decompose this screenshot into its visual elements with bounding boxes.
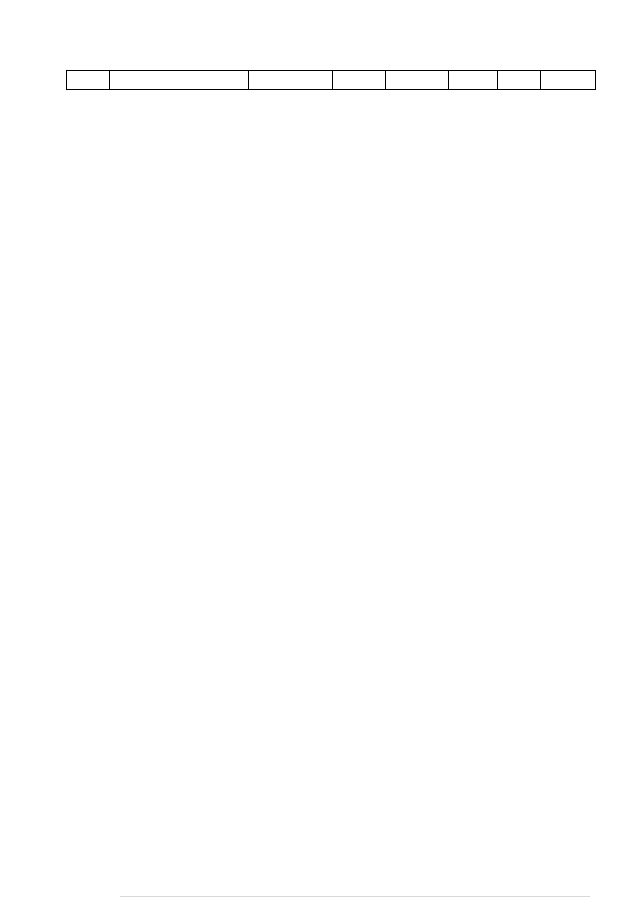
header-col-7 bbox=[497, 71, 541, 90]
column-header-row bbox=[66, 70, 596, 90]
header-col-2 bbox=[109, 71, 248, 90]
header-col-4 bbox=[333, 71, 386, 90]
header-col-3 bbox=[248, 71, 333, 90]
header-col-6 bbox=[448, 71, 497, 90]
header-col-1 bbox=[67, 71, 110, 90]
header-col-5 bbox=[386, 71, 449, 90]
header-col-8 bbox=[541, 71, 596, 90]
page-edge-line bbox=[120, 896, 590, 897]
